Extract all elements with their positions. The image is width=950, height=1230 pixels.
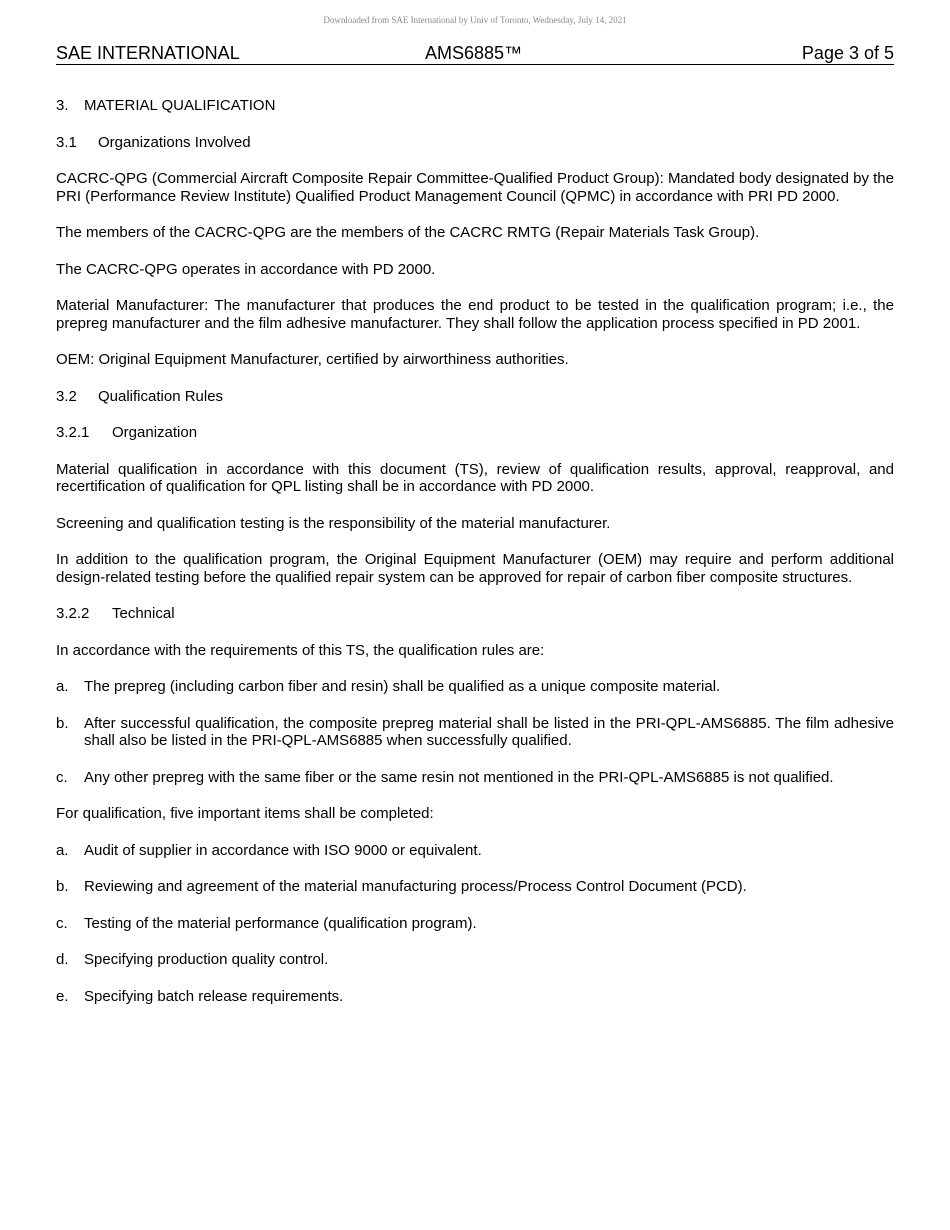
list-letter: b.: [56, 878, 69, 895]
section-title: Technical: [112, 605, 175, 622]
section-3-1-heading: [56, 134, 894, 152]
section-3-2-heading: [56, 388, 894, 406]
list-item: [56, 769, 894, 787]
list-letter: b.: [56, 714, 69, 732]
list-text: Testing of the material performance (qualification program).: [84, 914, 477, 932]
header-doc-id: AMS6885™: [425, 43, 523, 63]
list-text: Specifying batch release requirements.: [84, 987, 344, 1005]
paragraph: CACRC-QPG (Commercial Aircraft Composite Repair Committee-Qualified Product Group): Mandated body designated by the PRI (Performance Review Institute) Qualified Product Management Council (QPMC) in accordance with PRI PD 2000.: [56, 170, 894, 205]
header-page-number: Page 3 of 5: [801, 43, 894, 63]
list-text: The prepreg (including carbon fiber and resin) shall be qualified as a unique composite material.: [84, 678, 721, 695]
section-title: MATERIAL QUALIFICATION: [84, 97, 276, 114]
list-letter: a.: [56, 678, 69, 695]
list-text: Specifying production quality control.: [84, 951, 329, 968]
paragraph: In accordance with the requirements of this TS, the qualification rules are:: [56, 641, 545, 659]
list-item: [56, 988, 894, 1006]
section-3-2-1-heading: [56, 424, 894, 442]
section-number: 3.2: [56, 387, 77, 405]
section-number: 3.1: [56, 133, 77, 151]
section-3-heading: [56, 97, 894, 115]
list-letter: c.: [56, 768, 68, 786]
list-item: [56, 951, 894, 969]
download-watermark: Downloaded from SAE International by Univ of Toronto, Wednesday, July 14, 2021: [323, 15, 627, 25]
list-text: Any other prepreg with the same fiber or the same resin not mentioned in the PRI-QPL-AMS6885 is not qualified.: [84, 768, 834, 786]
header-org: SAE INTERNATIONAL: [56, 43, 240, 63]
list-letter: a.: [56, 841, 69, 859]
document-body: [56, 97, 894, 1024]
paragraph: Screening and qualification testing is the responsibility of the material manufacturer.: [56, 514, 611, 532]
section-number: 3.2.2: [56, 605, 90, 622]
list-item: [56, 878, 894, 896]
section-title: Organizations Involved: [98, 133, 251, 151]
list-item: [56, 715, 894, 750]
list-text: Audit of supplier in accordance with ISO 9000 or equivalent.: [84, 841, 482, 859]
paragraph: The CACRC-QPG operates in accordance with PD 2000.: [56, 260, 436, 278]
list-item: [56, 678, 894, 696]
list-text: Reviewing and agreement of the material manufacturing process/Process Control Document (PCD).: [84, 878, 747, 895]
paragraph: In addition to the qualification program, the Original Equipment Manufacturer (OEM) may require and perform additional design-related testing before the qualified repair system can be approved for repair of carbon fiber composite structures.: [56, 551, 894, 586]
list-text: After successful qualification, the composite prepreg material shall be listed in the PRI-QPL-AMS6885. The film adhesive shall also be listed in the PRI-QPL-AMS6885 when successfully qualified.: [84, 714, 894, 749]
section-title: Organization: [112, 424, 198, 441]
paragraph: OEM: Original Equipment Manufacturer, certified by airworthiness authorities.: [56, 351, 569, 368]
section-number: 3.2.1: [56, 424, 90, 441]
list-letter: d.: [56, 951, 69, 968]
list-letter: c.: [56, 914, 68, 932]
paragraph: Material Manufacturer: The manufacturer that produces the end product to be tested in the qualification program; i.e., the prepreg manufacturer and the film adhesive manufacturer. They shall follow the application process specified in PD 2001.: [56, 297, 894, 332]
paragraph: Material qualification in accordance with this document (TS), review of qualification results, approval, reapproval, and recertification of qualification for QPL listing shall be in accordance with PD 2000.: [56, 460, 894, 495]
section-3-2-2-heading: [56, 605, 894, 623]
section-number: 3.: [56, 97, 69, 114]
paragraph: For qualification, five important items shall be completed:: [56, 805, 434, 822]
paragraph: The members of the CACRC-QPG are the members of the CACRC RMTG (Repair Materials Task Group).: [56, 224, 760, 241]
section-title: Qualification Rules: [98, 387, 224, 405]
list-item: [56, 842, 894, 860]
list-item: [56, 915, 894, 933]
list-letter: e.: [56, 987, 69, 1005]
page-header: [56, 43, 894, 65]
